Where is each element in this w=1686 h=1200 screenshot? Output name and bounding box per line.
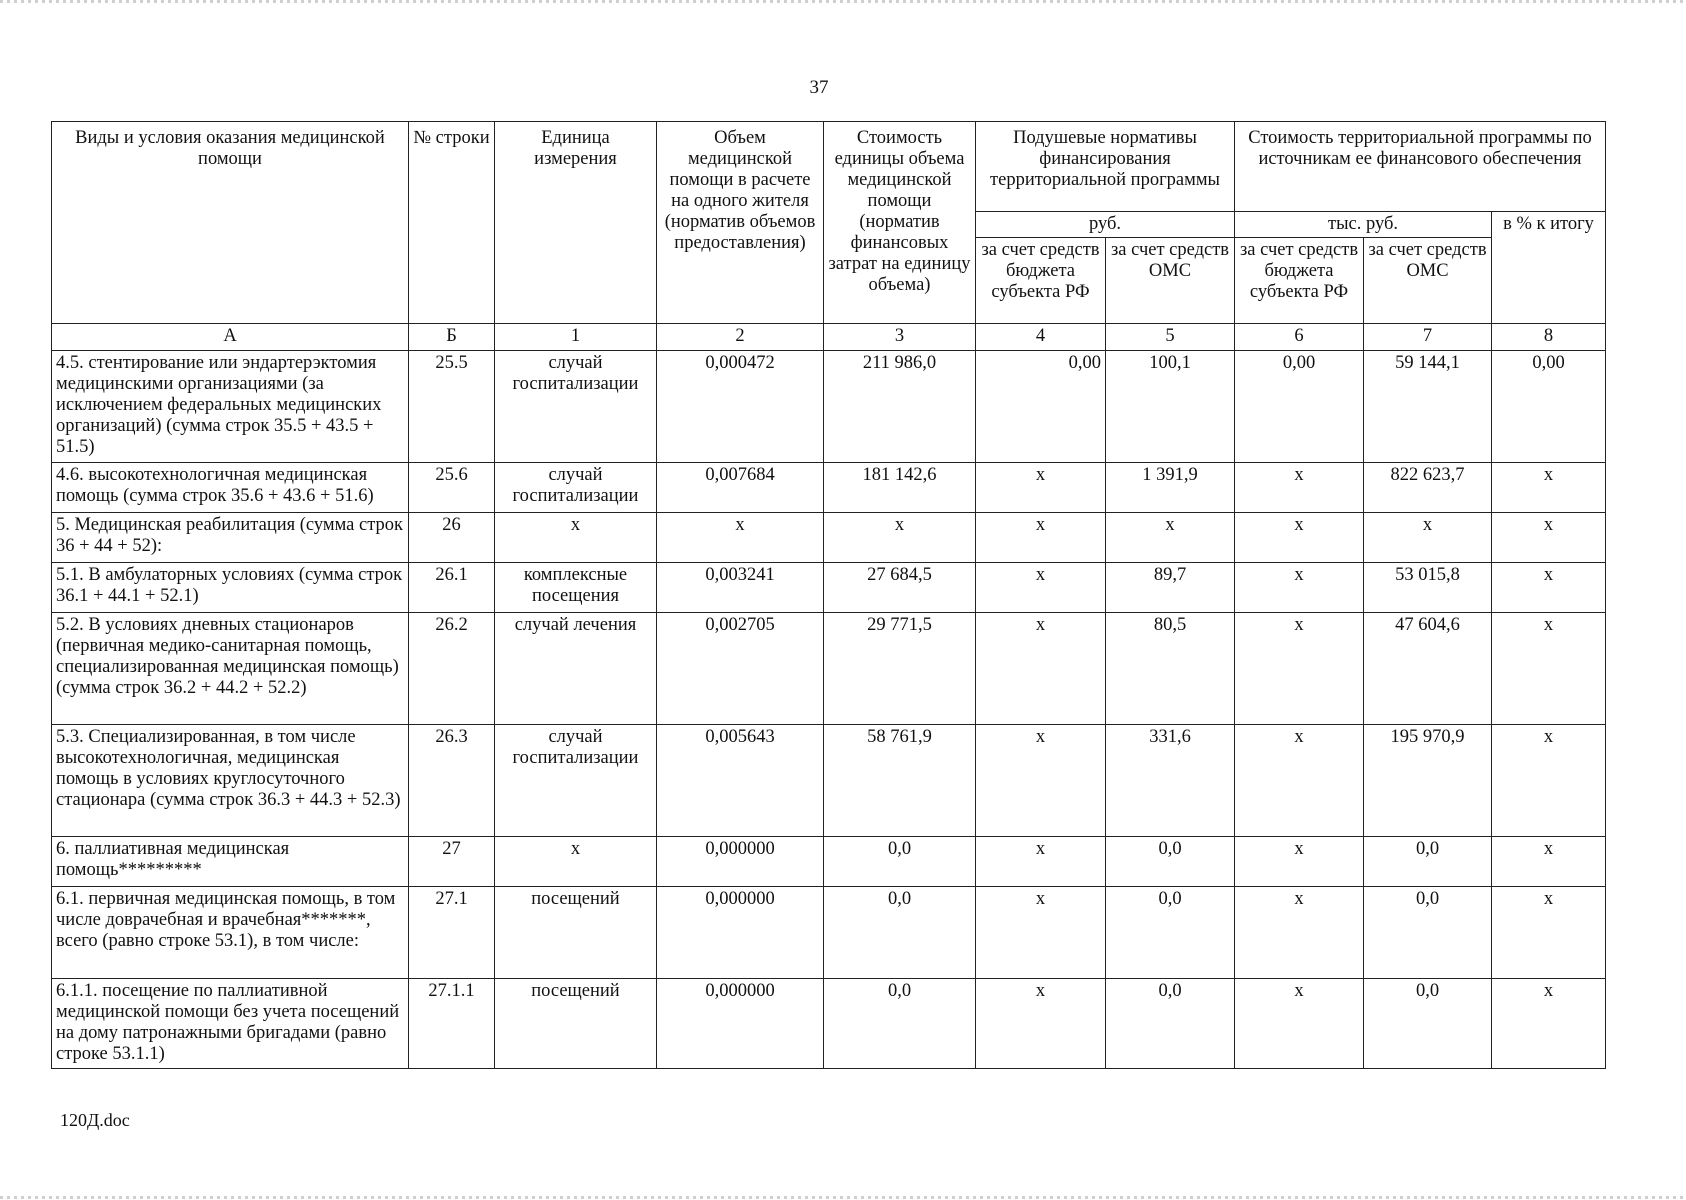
table-row	[52, 979, 1606, 1069]
cell-cost-budget: х	[1235, 563, 1364, 613]
cell-unit-cost: 29 771,5	[824, 613, 976, 725]
cell-unit: х	[495, 837, 657, 887]
table-row	[52, 351, 1606, 463]
header-percent-of-total: в % к итогу	[1492, 212, 1606, 324]
cell-cost-oms: 53 015,8	[1364, 563, 1492, 613]
header-unit: Единица измерения	[495, 122, 657, 324]
cell-unit: х	[495, 513, 657, 563]
header-thous-rub: тыс. руб.	[1235, 212, 1492, 238]
cell-row-number: 26	[409, 513, 495, 563]
header-rub: руб.	[976, 212, 1235, 238]
header-unit-cost: Стоимость единицы объема медицинской помощи (норматив финансовых затрат на единицу объема)	[824, 122, 976, 324]
cell-percent: х	[1492, 837, 1606, 887]
header-norm-budget: за счет средств бюджета субъекта РФ	[976, 238, 1106, 324]
table-row	[52, 513, 1606, 563]
cell-volume: 0,002705	[657, 613, 824, 725]
column-letter: 8	[1492, 324, 1606, 351]
cell-unit: случай госпитализации	[495, 725, 657, 837]
cell-volume: 0,007684	[657, 463, 824, 513]
cell-kind-of-care: 4.5. стентирование или эндартерэктомия медицинскими организациями (за исключением федеральных медицинских организаций) (сумма строк 35.5 + 43.5 + 51.5)	[52, 351, 409, 463]
cell-norm-oms: 89,7	[1106, 563, 1235, 613]
cell-volume: х	[657, 513, 824, 563]
cell-volume: 0,003241	[657, 563, 824, 613]
header-volume: Объем медицинской помощи в расчете на одного жителя (норматив объемов предоставления)	[657, 122, 824, 324]
cell-unit: посещений	[495, 887, 657, 979]
cell-cost-oms: 195 970,9	[1364, 725, 1492, 837]
cell-unit: посещений	[495, 979, 657, 1069]
cell-row-number: 27	[409, 837, 495, 887]
cell-norm-budget: 0,00	[976, 351, 1106, 463]
cell-norm-oms: 80,5	[1106, 613, 1235, 725]
cell-norm-budget: х	[976, 725, 1106, 837]
cell-cost-budget: х	[1235, 513, 1364, 563]
cell-norm-oms: 1 391,9	[1106, 463, 1235, 513]
medical-care-cost-table	[51, 121, 1606, 1069]
cell-norm-budget: х	[976, 979, 1106, 1069]
cell-kind-of-care: 5. Медицинская реабилитация (сумма строк 36 + 44 + 52):	[52, 513, 409, 563]
header-cost-budget: за счет средств бюджета субъекта РФ	[1235, 238, 1364, 324]
cell-norm-oms: 0,0	[1106, 887, 1235, 979]
cell-row-number: 27.1	[409, 887, 495, 979]
scan-edge-top	[0, 0, 1686, 3]
footer-filename: 120Д.doc	[60, 1110, 130, 1130]
cell-cost-budget: х	[1235, 463, 1364, 513]
cell-unit-cost: 0,0	[824, 979, 976, 1069]
header-cost-oms: за счет средств ОМС	[1364, 238, 1492, 324]
cell-row-number: 27.1.1	[409, 979, 495, 1069]
column-letter: 7	[1364, 324, 1492, 351]
cell-percent: х	[1492, 563, 1606, 613]
cell-unit: случай лечения	[495, 613, 657, 725]
cell-norm-budget: х	[976, 837, 1106, 887]
column-letter: 4	[976, 324, 1106, 351]
header-row-number: № строки	[409, 122, 495, 324]
cell-kind-of-care: 5.3. Специализированная, в том числе высокотехнологичная, медицинская помощь в условиях круглосуточного стационара (сумма строк 36.3 + 44.3 + 52.3)	[52, 725, 409, 837]
cell-row-number: 25.5	[409, 351, 495, 463]
cell-volume: 0,000000	[657, 837, 824, 887]
cell-percent: х	[1492, 887, 1606, 979]
page-number: 37	[809, 77, 829, 98]
header-row-1	[52, 122, 1606, 212]
cell-unit-cost: 0,0	[824, 887, 976, 979]
cell-row-number: 26.1	[409, 563, 495, 613]
cell-norm-budget: х	[976, 563, 1106, 613]
cell-percent: х	[1492, 725, 1606, 837]
cell-kind-of-care: 5.1. В амбулаторных условиях (сумма строк 36.1 + 44.1 + 52.1)	[52, 563, 409, 613]
cell-cost-oms: 59 144,1	[1364, 351, 1492, 463]
cell-volume: 0,000472	[657, 351, 824, 463]
header-norm-oms: за счет средств ОМС	[1106, 238, 1235, 324]
cell-unit-cost: 211 986,0	[824, 351, 976, 463]
table-row	[52, 563, 1606, 613]
cell-cost-oms: 822 623,7	[1364, 463, 1492, 513]
cell-kind-of-care: 6.1.1. посещение по паллиативной медицинской помощи без учета посещений на дому патронажными бригадами (равно строке 53.1.1)	[52, 979, 409, 1069]
cell-row-number: 26.3	[409, 725, 495, 837]
table-row	[52, 725, 1606, 837]
cell-row-number: 26.2	[409, 613, 495, 725]
cell-percent: х	[1492, 979, 1606, 1069]
cell-volume: 0,000000	[657, 887, 824, 979]
cell-cost-budget: х	[1235, 725, 1364, 837]
table-row	[52, 887, 1606, 979]
column-letter: 3	[824, 324, 976, 351]
cell-unit-cost: 27 684,5	[824, 563, 976, 613]
cell-kind-of-care: 4.6. высокотехнологичная медицинская помощь (сумма строк 35.6 + 43.6 + 51.6)	[52, 463, 409, 513]
cell-norm-oms: 331,6	[1106, 725, 1235, 837]
cell-kind-of-care: 6. паллиативная медицинская помощь*********	[52, 837, 409, 887]
header-kind-of-care: Виды и условия оказания медицинской помощи	[52, 122, 409, 324]
cell-cost-oms: х	[1364, 513, 1492, 563]
cell-volume: 0,000000	[657, 979, 824, 1069]
cell-cost-oms: 0,0	[1364, 979, 1492, 1069]
cell-cost-oms: 47 604,6	[1364, 613, 1492, 725]
column-letter: 5	[1106, 324, 1235, 351]
table-row	[52, 613, 1606, 725]
cell-unit-cost: 0,0	[824, 837, 976, 887]
cell-norm-budget: х	[976, 613, 1106, 725]
column-letter: А	[52, 324, 409, 351]
cell-cost-budget: х	[1235, 613, 1364, 725]
cell-cost-oms: 0,0	[1364, 887, 1492, 979]
cell-norm-budget: х	[976, 513, 1106, 563]
cell-percent: х	[1492, 513, 1606, 563]
table-row	[52, 837, 1606, 887]
header-group-normatives: Подушевые нормативы финансирования территориальной программы	[976, 122, 1235, 212]
cell-unit-cost: 58 761,9	[824, 725, 976, 837]
scan-edge-bottom	[0, 1196, 1686, 1199]
cell-percent: 0,00	[1492, 351, 1606, 463]
cell-volume: 0,005643	[657, 725, 824, 837]
cell-percent: х	[1492, 463, 1606, 513]
cell-unit-cost: 181 142,6	[824, 463, 976, 513]
cell-unit: случай госпитализации	[495, 351, 657, 463]
table-row	[52, 463, 1606, 513]
cell-row-number: 25.6	[409, 463, 495, 513]
cell-percent: х	[1492, 613, 1606, 725]
cell-kind-of-care: 5.2. В условиях дневных стационаров (первичная медико-санитарная помощь, специализированная медицинская помощь) (сумма строк 36.2 + 44.2 + 52.2)	[52, 613, 409, 725]
column-letter: 2	[657, 324, 824, 351]
column-letter: 6	[1235, 324, 1364, 351]
cell-norm-oms: 0,0	[1106, 837, 1235, 887]
cell-norm-budget: х	[976, 463, 1106, 513]
cell-unit: комплексные посещения	[495, 563, 657, 613]
cell-cost-budget: х	[1235, 979, 1364, 1069]
header-group-program-cost: Стоимость территориальной программы по источникам ее финансового обеспечения	[1235, 122, 1606, 212]
cell-cost-budget: х	[1235, 887, 1364, 979]
cell-norm-oms: 0,0	[1106, 979, 1235, 1069]
column-letter: 1	[495, 324, 657, 351]
cell-kind-of-care: 6.1. первичная медицинская помощь, в том числе доврачебная и врачебная*******, всего (равно строке 53.1), в том числе:	[52, 887, 409, 979]
cell-norm-oms: х	[1106, 513, 1235, 563]
cell-norm-budget: х	[976, 887, 1106, 979]
cell-unit: случай госпитализации	[495, 463, 657, 513]
column-letters-row	[52, 324, 1606, 351]
cell-unit-cost: х	[824, 513, 976, 563]
cell-cost-budget: 0,00	[1235, 351, 1364, 463]
cell-cost-budget: х	[1235, 837, 1364, 887]
column-letter: Б	[409, 324, 495, 351]
cell-norm-oms: 100,1	[1106, 351, 1235, 463]
cell-cost-oms: 0,0	[1364, 837, 1492, 887]
